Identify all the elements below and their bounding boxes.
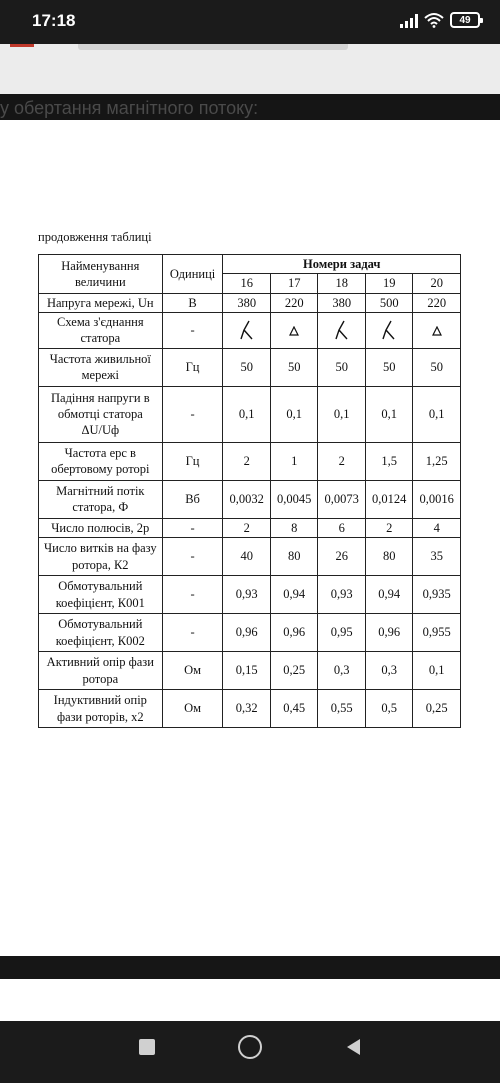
table-row (39, 538, 461, 576)
row-unit: - (162, 614, 223, 652)
row-value: 50 (270, 348, 318, 386)
navigation-bar (0, 1021, 500, 1083)
table-row (39, 386, 461, 442)
row-unit: - (162, 538, 223, 576)
row-value: 380 (318, 293, 366, 312)
page-gap (0, 956, 500, 979)
row-unit: - (162, 386, 223, 442)
row-unit: Гц (162, 348, 223, 386)
row-value: 0,32 (223, 690, 271, 728)
row-value: 0,0073 (318, 480, 366, 518)
viewer-strip (0, 94, 500, 120)
cropped-heading: у обертання магнітного потоку: (0, 98, 259, 118)
row-value: 2 (223, 518, 271, 537)
header-number: 19 (365, 274, 413, 293)
table-row (39, 576, 461, 614)
app-header (0, 44, 500, 94)
row-name: Обмотувальний коефіцієнт, К002 (39, 614, 163, 652)
row-name: Магнітний потік статора, Ф (39, 480, 163, 518)
header-number: 16 (223, 274, 271, 293)
row-value: 50 (223, 348, 271, 386)
row-name: Частота ерс в обертовому роторі (39, 442, 163, 480)
data-table (38, 254, 461, 728)
row-value: 0,93 (223, 576, 271, 614)
row-name: Число полюсів, 2р (39, 518, 163, 537)
delta-connection-icon (432, 326, 442, 336)
row-value: 50 (365, 348, 413, 386)
table-row (39, 614, 461, 652)
recent-apps-icon[interactable] (139, 1039, 155, 1055)
row-value: 0,95 (318, 614, 366, 652)
row-value: 0,935 (413, 576, 461, 614)
row-value: 0,3 (318, 652, 366, 690)
table-row (39, 442, 461, 480)
row-name: Індуктивний опір фази роторів, x2 (39, 690, 163, 728)
table-row (39, 312, 461, 348)
status-icons (400, 12, 480, 28)
row-name: Схема з'єднання статора (39, 312, 163, 348)
row-name: Число витків на фазу ротора, К2 (39, 538, 163, 576)
row-value: 8 (270, 518, 318, 537)
row-value-symbol (413, 312, 461, 348)
row-value: 26 (318, 538, 366, 576)
row-unit: Вб (162, 480, 223, 518)
home-icon[interactable] (238, 1035, 262, 1059)
row-value: 80 (365, 538, 413, 576)
row-value: 0,1 (318, 386, 366, 442)
row-value-symbol (365, 312, 413, 348)
row-value: 0,45 (270, 690, 318, 728)
row-value: 2 (318, 442, 366, 480)
row-value: 0,3 (365, 652, 413, 690)
table-caption: продовження таблиці (38, 230, 152, 244)
row-value: 380 (223, 293, 271, 312)
row-name: Обмотувальний коефіцієнт, К001 (39, 576, 163, 614)
header-number: 18 (318, 274, 366, 293)
table-row (39, 518, 461, 537)
row-value: 1,25 (413, 442, 461, 480)
header-number: 17 (270, 274, 318, 293)
row-value: 0,15 (223, 652, 271, 690)
row-value: 0,955 (413, 614, 461, 652)
row-value: 1,5 (365, 442, 413, 480)
header-number: 20 (413, 274, 461, 293)
row-value: 0,1 (365, 386, 413, 442)
row-value: 0,96 (365, 614, 413, 652)
row-name: Активний опір фази ротора (39, 652, 163, 690)
wifi-icon (424, 12, 444, 28)
row-value: 6 (318, 518, 366, 537)
delta-connection-icon (289, 326, 299, 336)
status-bar (0, 0, 500, 44)
header-unit: Одиниці (162, 255, 223, 294)
back-icon[interactable] (344, 1037, 362, 1057)
row-value-symbol (318, 312, 366, 348)
row-value: 0,0124 (365, 480, 413, 518)
row-value: 40 (223, 538, 271, 576)
row-unit: - (162, 312, 223, 348)
row-value: 0,0045 (270, 480, 318, 518)
row-value: 35 (413, 538, 461, 576)
star-connection-icon (382, 319, 396, 341)
row-value: 80 (270, 538, 318, 576)
row-value: 220 (413, 293, 461, 312)
signal-icon (400, 12, 418, 28)
row-name: Частота живильної мережі (39, 348, 163, 386)
row-unit: - (162, 518, 223, 537)
status-time: 17:18 (32, 11, 76, 30)
table-row (39, 652, 461, 690)
row-value: 0,96 (270, 614, 318, 652)
row-value: 0,55 (318, 690, 366, 728)
battery-level: 49 (459, 14, 471, 26)
table-row (39, 480, 461, 518)
row-value: 2 (365, 518, 413, 537)
row-value: 220 (270, 293, 318, 312)
row-value: 0,96 (223, 614, 271, 652)
battery-icon (450, 12, 480, 28)
document-page[interactable] (0, 120, 500, 956)
row-name: Падіння напруги в обмотці статора ΔU/Uф (39, 386, 163, 442)
row-value-symbol (270, 312, 318, 348)
row-value: 4 (413, 518, 461, 537)
header-search-bar[interactable] (78, 44, 348, 50)
row-value: 0,25 (413, 690, 461, 728)
row-value: 500 (365, 293, 413, 312)
star-connection-icon (240, 319, 254, 341)
row-value: 50 (413, 348, 461, 386)
next-page (0, 979, 500, 1021)
row-value-symbol (223, 312, 271, 348)
row-value: 0,25 (270, 652, 318, 690)
row-value: 0,1 (223, 386, 271, 442)
row-value: 0,5 (365, 690, 413, 728)
table-row (39, 690, 461, 728)
row-value: 0,0016 (413, 480, 461, 518)
row-unit: Ом (162, 690, 223, 728)
row-unit: Гц (162, 442, 223, 480)
row-unit: - (162, 576, 223, 614)
star-connection-icon (335, 319, 349, 341)
row-name: Напруга мережі, Uн (39, 293, 163, 312)
row-value: 0,1 (413, 386, 461, 442)
row-value: 0,1 (413, 652, 461, 690)
header-task-numbers: Номери задач (223, 255, 461, 274)
row-value: 1 (270, 442, 318, 480)
row-value: 2 (223, 442, 271, 480)
row-unit: В (162, 293, 223, 312)
row-value: 0,1 (270, 386, 318, 442)
row-value: 0,94 (365, 576, 413, 614)
table-row (39, 293, 461, 312)
row-unit: Ом (162, 652, 223, 690)
row-value: 0,94 (270, 576, 318, 614)
row-value: 0,93 (318, 576, 366, 614)
header-tab-accent (10, 44, 34, 47)
table-row (39, 348, 461, 386)
header-name: Найменування величини (39, 255, 163, 294)
row-value: 0,0032 (223, 480, 271, 518)
row-value: 50 (318, 348, 366, 386)
